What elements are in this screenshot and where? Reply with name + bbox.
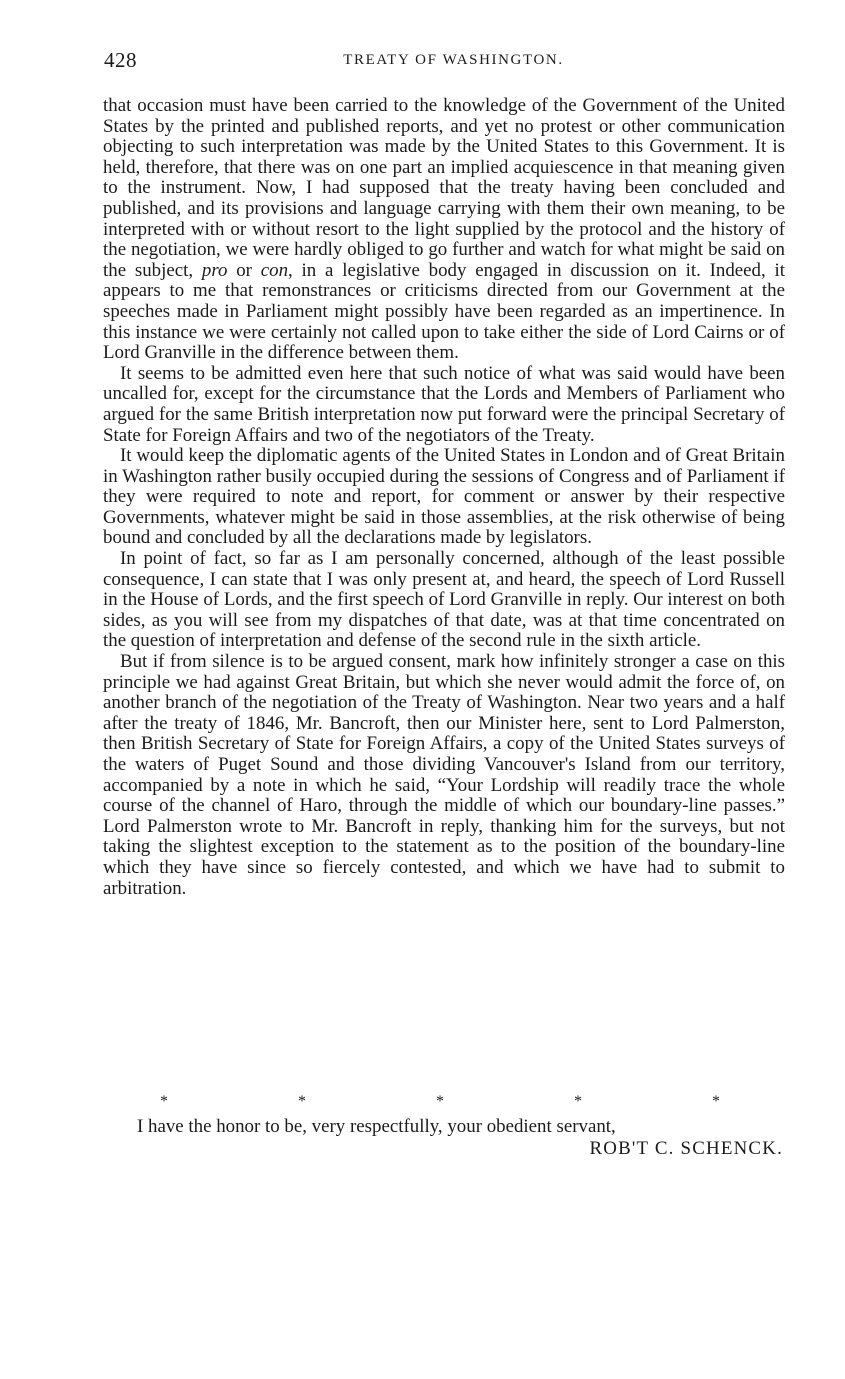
asterisk: * [574, 1093, 582, 1110]
letter-body [103, 96, 785, 899]
paragraph: It seems to be admitted even here that such notice of what was said would have been uncalled for, except for the circumstance that the Lords and Members of Parliament who argued for the same British interpretation now put forward were the principal Secretary of State for Foreign Affairs and two of the negotiators of the Treaty. [103, 362, 785, 446]
paragraph: In point of fact, so far as I am personally concerned, although of the least possible consequence, I can state that I was only present at, and heard, the speech of Lord Russell in the House of Lords, and the first speech of Lord Granville in reply. Our interest on both sides, as you will see from my dispatches of that date, was at that time concentrated on the question of interpretation and defense of the second rule in the sixth article. [103, 548, 785, 652]
asterisk: * [298, 1093, 306, 1110]
page-number: 428 [104, 48, 137, 72]
ellipsis-asterisks [160, 1093, 720, 1111]
paragraph: But if from silence is to be argued consent, mark how infinitely stronger a case on this principle we had against Great Britain, but which she never would admit the force of, on another branch of the negotiation of the Treaty of Washington. Near two years and a half after the treaty of 1846, Mr. Bancroft, then our Minister here, sent to Lord Palmerston, then British Secretary of State for Foreign Affairs, a copy of the United States surveys of the waters of Puget Sound and those dividing Vancouver's Island from our territory, accompanied by a note in which he said, “Your Lordship will readily trace the whole course of the channel of Haro, through the middle of which our boundary-line passes.” Lord Palmerston wrote to Mr. Bancroft in reply, thanking him for the surveys, but not taking the slightest exception to the statement as to the position of the boundary-line which they have since so fiercely contested, and which we have had to submit to arbitration. [103, 651, 785, 899]
asterisk: * [712, 1093, 720, 1110]
running-head: TREATY OF WASHINGTON. [343, 52, 564, 68]
asterisk: * [436, 1093, 444, 1110]
asterisk: * [160, 1093, 168, 1110]
signature: ROB'T C. SCHENCK. [589, 1138, 783, 1159]
closing-line: I have the honor to be, very respectfully, your obedient servant, [137, 1116, 616, 1137]
paragraph-continuation: that occasion must have been carried to the knowledge of the Government of the United States by the printed and published reports, and yet no protest or other communication objecting to such interpretation was made by the United States to this Government. It is held, therefore, that there was on one part an implied acquiescence in that meaning given to the instrument. Now, I had supposed that the treaty having been concluded and published, and its provisions and language carrying with them their own meaning, to be interpreted with or without resort to the light supplied by the protocol and the history of the negotiation, we were hardly obliged to go further and watch for what might be said on the subject, pro or con, in a legislative body engaged in discussion on it. Indeed, it appears to me that remonstrances or criticisms directed from our Government at the speeches made in Parliament might possibly have been regarded as an impertinence. In this instance we were certainly not called upon to take either the side of Lord Cairns or of Lord Granville in the difference between them. [103, 95, 785, 364]
paragraph: It would keep the diplomatic agents of the United States in London and of Great Britain in Washington rather busily occupied during the sessions of Congress and of Parliament if they were required to note and report, for comment or answer by their respective Governments, whatever might be said in those assemblies, at the risk otherwise of being bound and concluded by all the declarations made by legislators. [103, 445, 785, 549]
